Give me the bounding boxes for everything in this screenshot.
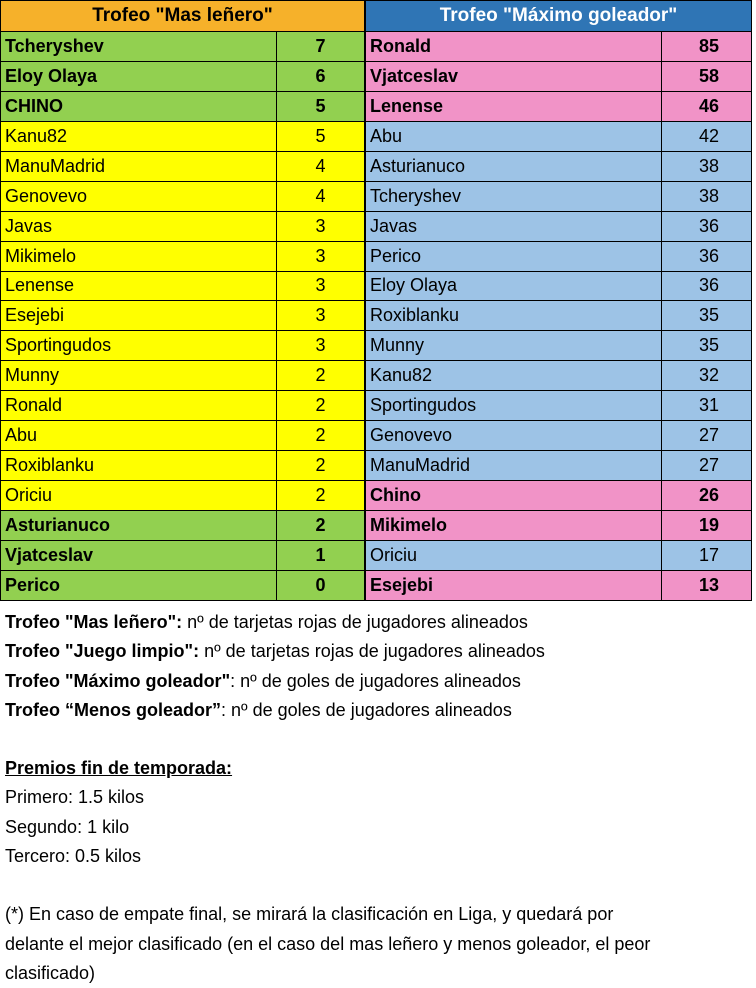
player-name: Sportingudos: [1, 331, 277, 361]
note-juego-limpio: [5, 637, 751, 666]
maximo-goleador-row: [366, 331, 752, 361]
player-name: Mikimelo: [1, 241, 277, 271]
player-value: 36: [662, 211, 752, 241]
player-name: Tcheryshev: [1, 32, 277, 62]
player-name: Chino: [366, 481, 662, 511]
maximo-goleador-row: [366, 181, 752, 211]
maximo-goleador-row: [366, 421, 752, 451]
mas-lenero-row: [1, 211, 365, 241]
player-value: 4: [277, 151, 365, 181]
player-name: Vjatceslav: [366, 61, 662, 91]
player-name: Eloy Olaya: [1, 61, 277, 91]
note-maximo-goleador: [5, 667, 751, 696]
note-menos-goleador: [5, 696, 751, 725]
maximo-goleador-row: [366, 32, 752, 62]
note-label: Trofeo "Máximo goleador": [5, 670, 231, 691]
player-value: 36: [662, 271, 752, 301]
player-name: Perico: [366, 241, 662, 271]
maximo-goleador-row: [366, 540, 752, 570]
player-name: ManuMadrid: [1, 151, 277, 181]
mas-lenero-table: [0, 0, 365, 601]
player-value: 13: [662, 570, 752, 600]
mas-lenero-row: [1, 151, 365, 181]
mas-lenero-row: [1, 451, 365, 481]
premio-segundo: Segundo: 1 kilo: [5, 816, 130, 837]
maximo-goleador-rows: [366, 32, 752, 601]
player-name: Javas: [1, 211, 277, 241]
premio-tercero: Tercero: 0.5 kilos: [5, 846, 142, 867]
player-value: 2: [277, 361, 365, 391]
player-value: 17: [662, 540, 752, 570]
mas-lenero-row: [1, 511, 365, 541]
player-name: Esejebi: [366, 570, 662, 600]
note-label: Trofeo "Juego limpio":: [5, 641, 200, 662]
player-name: Roxiblanku: [366, 301, 662, 331]
maximo-goleador-row: [366, 451, 752, 481]
mas-lenero-row: [1, 361, 365, 391]
note-text: nº de tarjetas rojas de jugadores alineados: [182, 612, 528, 632]
player-name: Kanu82: [366, 361, 662, 391]
maximo-goleador-row: [366, 241, 752, 271]
maximo-goleador-row: [366, 511, 752, 541]
player-value: 27: [662, 421, 752, 451]
player-name: Tcheryshev: [366, 181, 662, 211]
maximo-goleador-row: [366, 121, 752, 151]
player-name: Asturianuco: [366, 151, 662, 181]
player-value: 3: [277, 271, 365, 301]
footnote-line-2: delante el mejor clasificado (en el caso del mas leñero y menos goleador, el peor: [5, 933, 651, 954]
note-label: Trofeo "Mas leñero":: [5, 612, 183, 632]
mas-lenero-row: [1, 391, 365, 421]
player-value: 4: [277, 181, 365, 211]
player-name: Munny: [1, 361, 277, 391]
player-name: Lenense: [366, 91, 662, 121]
mas-lenero-title: Trofeo "Mas leñero": [1, 1, 365, 32]
maximo-goleador-row: [366, 481, 752, 511]
player-value: 7: [277, 32, 365, 62]
player-value: 58: [662, 61, 752, 91]
maximo-goleador-row: [366, 391, 752, 421]
mas-lenero-row: [1, 301, 365, 331]
player-value: 2: [277, 511, 365, 541]
player-value: 27: [662, 451, 752, 481]
player-name: Abu: [366, 121, 662, 151]
note-text: : nº de goles de jugadores alineados: [230, 670, 521, 691]
mas-lenero-row: [1, 331, 365, 361]
player-name: Genovevo: [1, 181, 277, 211]
player-value: 3: [277, 211, 365, 241]
player-name: Javas: [366, 211, 662, 241]
mas-lenero-row: [1, 61, 365, 91]
mas-lenero-row: [1, 421, 365, 451]
mas-lenero-row: [1, 481, 365, 511]
note-label: Trofeo “Menos goleador”: [5, 699, 222, 720]
player-value: 38: [662, 151, 752, 181]
premios-heading: Premios fin de temporada:: [5, 758, 233, 779]
maximo-goleador-row: [366, 301, 752, 331]
mas-lenero-row: [1, 91, 365, 121]
player-value: 5: [277, 91, 365, 121]
player-name: ManuMadrid: [366, 451, 662, 481]
mas-lenero-row: [1, 32, 365, 62]
mas-lenero-row: [1, 241, 365, 271]
player-value: 19: [662, 511, 752, 541]
footnote-line-3: clasificado): [5, 962, 96, 983]
player-value: 6: [277, 61, 365, 91]
player-value: 0: [277, 570, 365, 600]
player-name: Ronald: [366, 32, 662, 62]
player-value: 36: [662, 241, 752, 271]
player-name: Asturianuco: [1, 511, 277, 541]
player-value: 38: [662, 181, 752, 211]
player-name: Abu: [1, 421, 277, 451]
maximo-goleador-row: [366, 91, 752, 121]
player-value: 5: [277, 121, 365, 151]
player-name: Kanu82: [1, 121, 277, 151]
player-value: 32: [662, 361, 752, 391]
player-name: Lenense: [1, 271, 277, 301]
maximo-goleador-row: [366, 271, 752, 301]
note-text: : nº de goles de jugadores alineados: [221, 699, 512, 720]
player-name: Perico: [1, 570, 277, 600]
player-value: 3: [277, 241, 365, 271]
premio-primero: Primero: 1.5 kilos: [5, 787, 145, 808]
player-name: Esejebi: [1, 301, 277, 331]
player-name: Sportingudos: [366, 391, 662, 421]
mas-lenero-row: [1, 570, 365, 600]
player-value: 26: [662, 481, 752, 511]
player-value: 2: [277, 481, 365, 511]
player-name: Munny: [366, 331, 662, 361]
footnote-line-1: (*) En caso de empate final, se mirará la clasificación en Liga, y quedará por: [5, 904, 614, 925]
notes-section: [5, 608, 751, 988]
player-name: CHINO: [1, 91, 277, 121]
player-value: 2: [277, 391, 365, 421]
player-name: Oriciu: [1, 481, 277, 511]
player-name: Mikimelo: [366, 511, 662, 541]
player-name: Roxiblanku: [1, 451, 277, 481]
player-name: Ronald: [1, 391, 277, 421]
mas-lenero-row: [1, 271, 365, 301]
player-value: 85: [662, 32, 752, 62]
mas-lenero-row: [1, 181, 365, 211]
maximo-goleador-row: [366, 361, 752, 391]
maximo-goleador-table: [365, 0, 752, 601]
player-name: Eloy Olaya: [366, 271, 662, 301]
player-value: 3: [277, 331, 365, 361]
player-value: 1: [277, 540, 365, 570]
player-value: 35: [662, 331, 752, 361]
note-mas-lenero: [5, 608, 751, 637]
player-value: 31: [662, 391, 752, 421]
player-name: Oriciu: [366, 540, 662, 570]
maximo-goleador-row: [366, 61, 752, 91]
player-name: Vjatceslav: [1, 540, 277, 570]
mas-lenero-row: [1, 540, 365, 570]
player-value: 2: [277, 451, 365, 481]
player-value: 3: [277, 301, 365, 331]
player-value: 42: [662, 121, 752, 151]
player-name: Genovevo: [366, 421, 662, 451]
maximo-goleador-row: [366, 151, 752, 181]
note-text: nº de tarjetas rojas de jugadores alineados: [199, 641, 545, 662]
mas-lenero-row: [1, 121, 365, 151]
maximo-goleador-title: Trofeo "Máximo goleador": [366, 1, 752, 32]
player-value: 46: [662, 91, 752, 121]
maximo-goleador-row: [366, 570, 752, 600]
player-value: 2: [277, 421, 365, 451]
mas-lenero-rows: [1, 32, 365, 601]
premios-title: [5, 754, 751, 783]
maximo-goleador-row: [366, 211, 752, 241]
player-value: 35: [662, 301, 752, 331]
